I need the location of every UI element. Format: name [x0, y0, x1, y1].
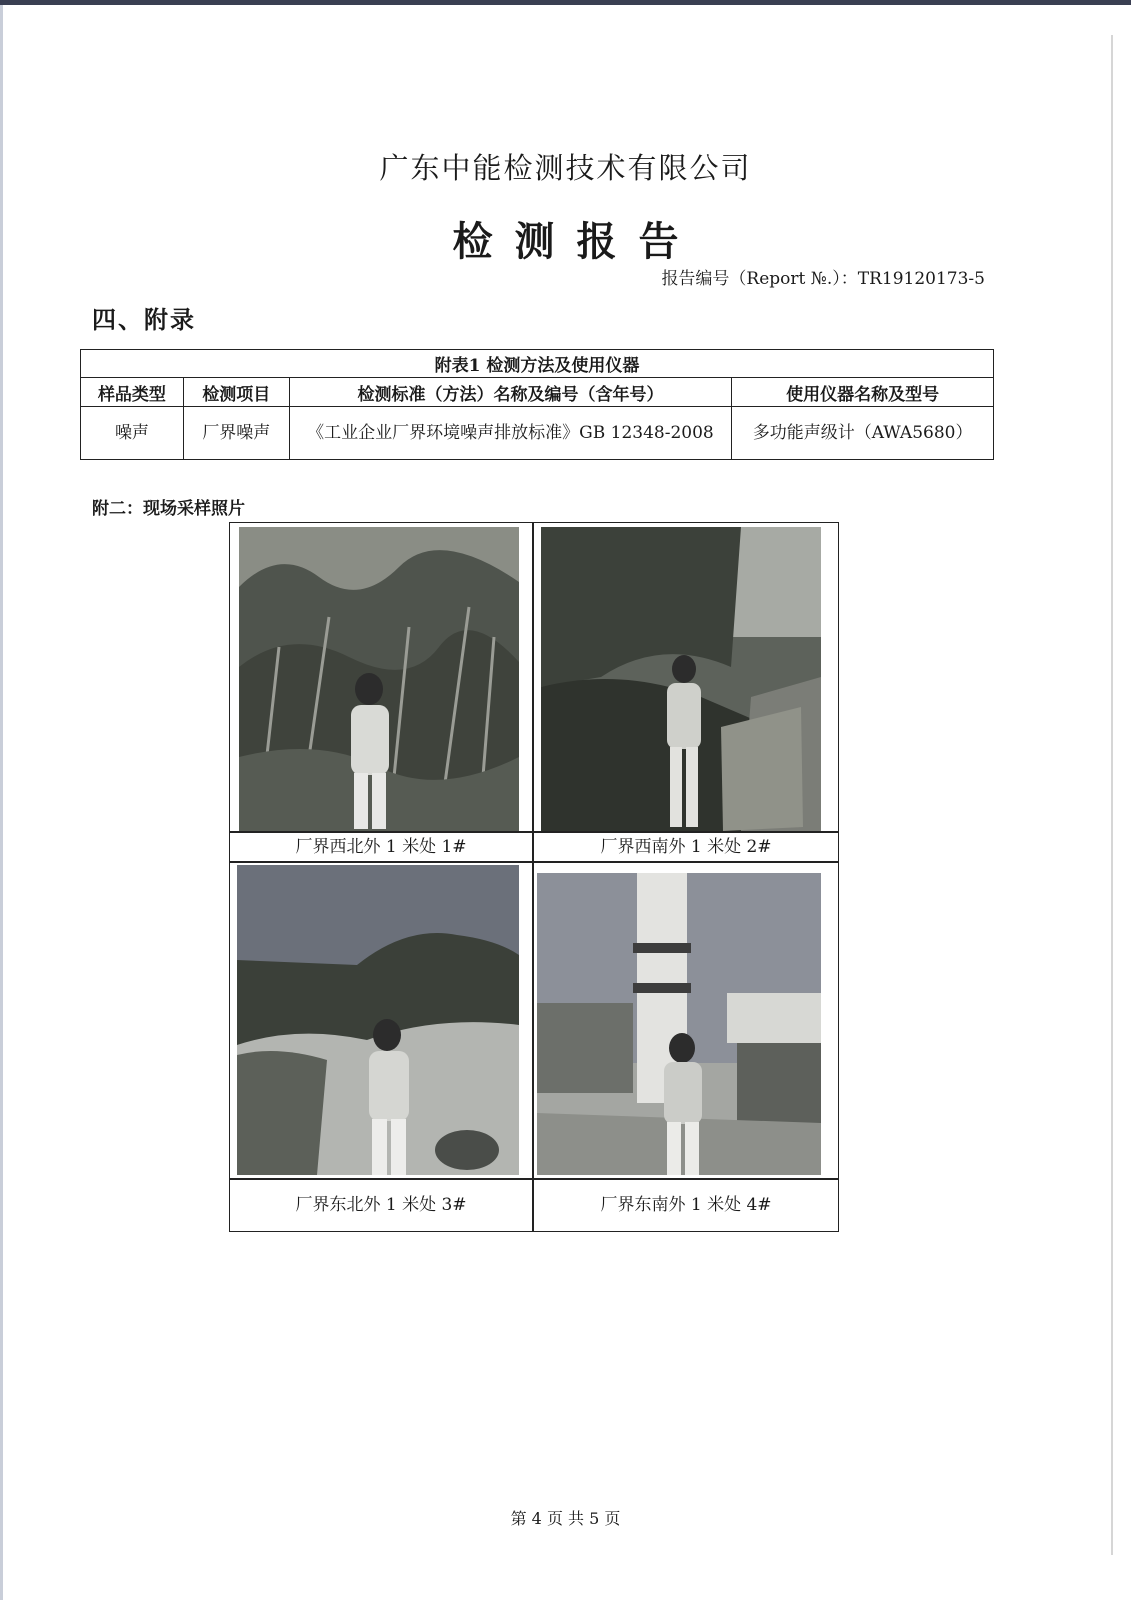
page-number: 第 4 页 共 5 页	[510, 1509, 621, 1528]
table-row	[81, 407, 994, 460]
report-number: 报告编号（Report №.）：TR19120173-5	[661, 269, 985, 289]
table-cell: 厂界噪声	[183, 407, 289, 460]
column-header: 检测项目	[183, 378, 289, 407]
table-caption: 附表1 检测方法及使用仪器	[81, 350, 994, 378]
table-cell: 多功能声级计（AWA5680）	[732, 407, 994, 460]
site-photo-4	[537, 873, 821, 1175]
photos-heading: 附二：现场采样照片	[92, 499, 245, 519]
photo-caption: 厂界西北外 1 米处 1#	[295, 837, 467, 857]
table-header-row	[81, 378, 994, 407]
scan-top-edge	[0, 0, 1131, 5]
photo-grid	[229, 522, 839, 1232]
table-cell: 《工业企业厂界环境噪声排放标准》GB 12348-2008	[289, 407, 731, 460]
site-photo-1	[239, 527, 519, 831]
table-cell: 噪声	[81, 407, 184, 460]
section-heading: 四、附录	[92, 305, 196, 334]
photo-caption: 厂界东北外 1 米处 3#	[295, 1195, 467, 1215]
document-title: 检测报告	[452, 218, 701, 265]
grid-divider	[230, 861, 838, 863]
column-header: 使用仪器名称及型号	[732, 378, 994, 407]
column-header: 检测标准（方法）名称及编号（含年号）	[289, 378, 731, 407]
company-name: 广东中能检测技术有限公司	[379, 151, 752, 185]
methods-table	[80, 349, 994, 460]
photo-caption: 厂界西南外 1 米处 2#	[600, 837, 772, 857]
column-header: 样品类型	[81, 378, 184, 407]
site-photo-2	[541, 527, 821, 831]
photo-caption: 厂界东南外 1 米处 4#	[600, 1195, 772, 1215]
site-photo-3	[237, 865, 519, 1175]
grid-divider	[532, 523, 534, 1231]
